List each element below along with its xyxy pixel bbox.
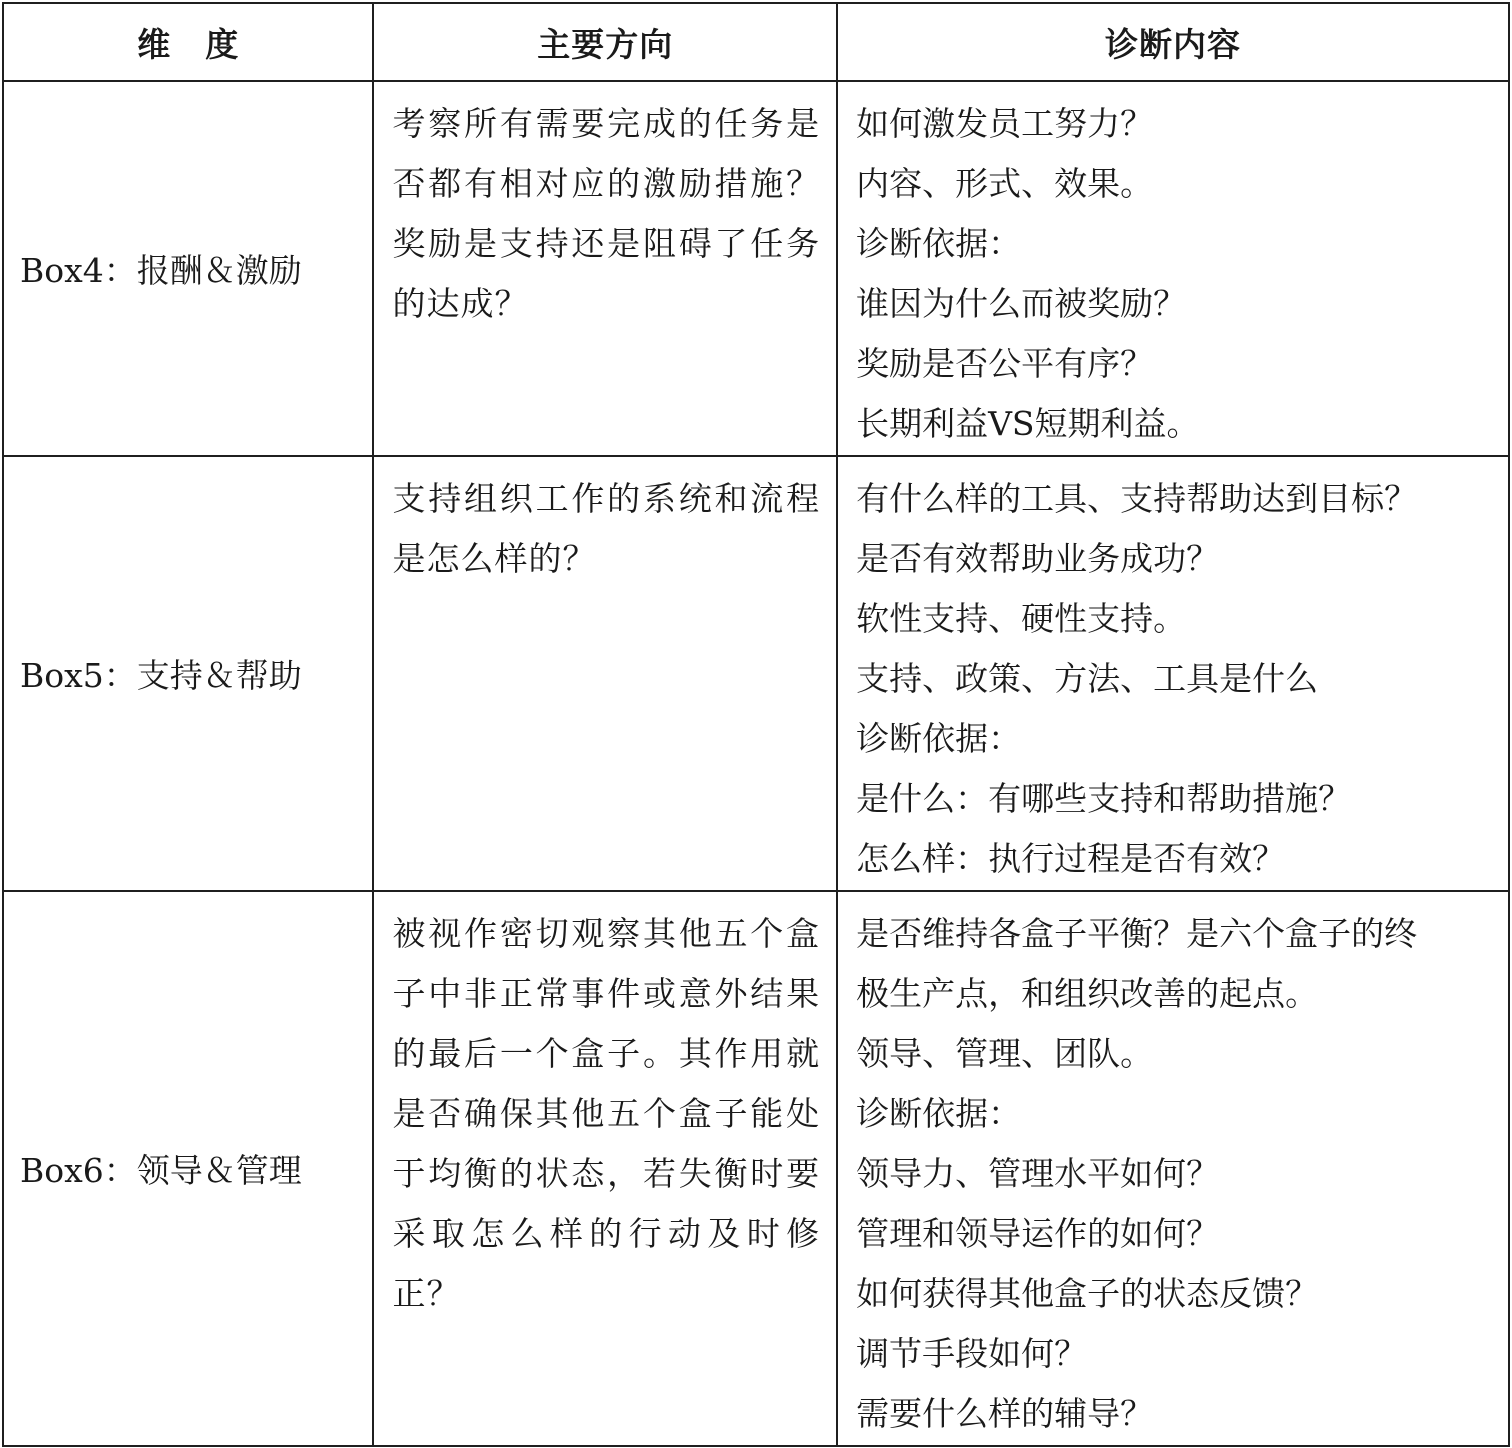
content-line: 是否有效帮助业务成功？ <box>856 539 1220 578</box>
header-direction: 主要方向 <box>373 3 837 81</box>
content-line: 长期利益VS短期利益。 <box>856 404 1200 443</box>
dimension-cell: Box5：支持＆帮助 <box>3 456 373 891</box>
table-row <box>3 81 1509 456</box>
content-line: 软性支持、硬性支持。 <box>856 599 1187 638</box>
direction-cell: 被视作密切观察其他五个盒子中非正常事件或意外结果的最后一个盒子。其作用就是否确保其他五个盒子能处于均衡的状态，若失衡时要采取怎么样的行动及时修正？ <box>373 891 837 1446</box>
header-row <box>3 3 1509 81</box>
direction-cell: 考察所有需要完成的任务是否都有相对应的激励措施？奖励是支持还是阻碍了任务的达成？ <box>373 81 837 456</box>
table-row <box>3 456 1509 891</box>
content-cell <box>837 81 1509 456</box>
content-line: 是否维持各盒子平衡？是六个盒子的终 <box>856 914 1418 953</box>
content-line: 极生产点，和组织改善的起点。 <box>856 974 1319 1013</box>
content-line: 诊断依据： <box>856 719 1022 758</box>
content-cell <box>837 891 1509 1446</box>
direction-cell: 支持组织工作的系统和流程是怎么样的？ <box>373 456 837 891</box>
dimension-cell: Box6：领导＆管理 <box>3 891 373 1446</box>
content-cell <box>837 456 1509 891</box>
content-line: 诊断依据： <box>856 1094 1022 1133</box>
content-line: 支持、政策、方法、工具是什么 <box>856 659 1319 698</box>
content-line: 是什么：有哪些支持和帮助措施？ <box>856 779 1352 818</box>
content-line: 需要什么样的辅导？ <box>856 1394 1154 1433</box>
content-line: 谁因为什么而被奖励？ <box>856 284 1187 323</box>
header-content: 诊断内容 <box>837 3 1509 81</box>
content-line: 调节手段如何？ <box>856 1334 1088 1373</box>
content-line: 领导力、管理水平如何？ <box>856 1154 1220 1193</box>
content-line: 怎么样：执行过程是否有效？ <box>856 839 1286 878</box>
content-line: 如何激发员工努力？ <box>856 104 1154 143</box>
content-line: 领导、管理、团队。 <box>856 1034 1154 1073</box>
content-line: 管理和领导运作的如何？ <box>856 1214 1220 1253</box>
content-line: 有什么样的工具、支持帮助达到目标？ <box>856 479 1418 518</box>
header-dimension: 维 度 <box>3 3 373 81</box>
content-line: 奖励是否公平有序？ <box>856 344 1154 383</box>
content-line: 如何获得其他盒子的状态反馈？ <box>856 1274 1319 1313</box>
content-line: 内容、形式、效果。 <box>856 164 1154 203</box>
content-line: 诊断依据： <box>856 224 1022 263</box>
table-row <box>3 891 1509 1446</box>
dimension-cell: Box4：报酬＆激励 <box>3 81 373 456</box>
diagnosis-table <box>2 2 1510 1447</box>
